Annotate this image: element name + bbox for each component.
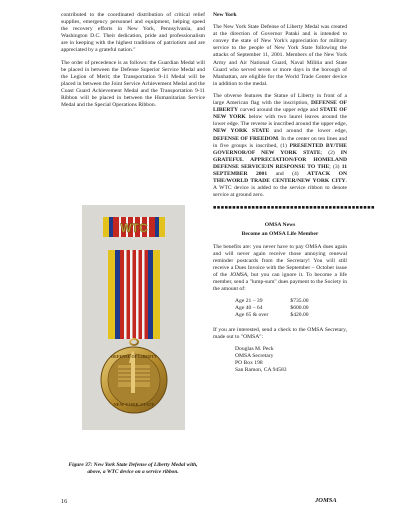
- news-subtitle: Become an OMSA Life Member: [241, 230, 319, 237]
- news-title: OMSA News: [264, 222, 296, 229]
- wtc-device: WTC: [120, 221, 148, 235]
- left-paragraph-1: contributed to the coordinated distribution of critical relief supplies, emergency personnel and equipment, helping speed the recovery efforts in New York, Pennsylvania, and Washington D.C. Their dedication, pride and professionalism are in keeping with the highest traditions of patriotism and are appreciated by a grateful nation.": [61, 12, 205, 54]
- dues-table: [235, 298, 309, 319]
- news-paragraph-1: The benefits are: you never have to pay OMSA dues again and will never again receive those annoying renewal reminder postcards from the Secretary! You will still receive a Dues Invoice with the September – October issue of the JOMSA, but you can ignore it. To become a life member, send a "lump-sum" dues payment to the Society in the amount of:: [213, 243, 347, 293]
- news-paragraph-2: If you are interested, send a check to the OMSA Secretary, made out to "OMSA":: [213, 326, 347, 340]
- table-row: Age 65 & over $420.00: [235, 312, 309, 319]
- address-line: OMSA Secretary: [235, 352, 274, 359]
- medal-illustration: [82, 205, 185, 430]
- secretary-address: [235, 346, 347, 374]
- address-line: San Ramon, CA 94583: [235, 367, 287, 374]
- table-row: Age 40 – 64 $600.00: [235, 305, 309, 312]
- left-column: [61, 12, 205, 114]
- right-paragraph-2: The obverse features the Statue of Liberty in front of a large American flag with the inscription, DEFENSE OF LIBERTY curved around the upper edge and STATE OF NEW YORK below with two laurel leaves around the lower edge. The reverse is inscribed around the upper edge, NEW YORK STATE and around the lower edge, DEFENSE OF FREEDOM. In the center on ten lines and in five groups is inscribed, (1) PRESENTED BY/THE GOVERNOR/OF NEW YORK STATE; (2) IN GRATEFUL APPRECIATION/FOR HOMELAND DEFENSE SERVICE/IN RESPONSE TO THE; (3) 11 SEPTEMBER 2001 and (4) ATTACK ON THE/WORLD TRADE CENTER/NEW YORK CITY. A WTC device is added to the service ribbon to denote service at ground zero.: [213, 92, 348, 199]
- page-number: 16: [61, 498, 68, 505]
- left-paragraph-2: The order of precedence is as follows: the Guardian Medal will be placed in between the Defense Superior Service Medal and the Legion of Merit; the Transportation 9-11 Medal will be placed in between the Joint Service Achievement Medal and the Coast Guard Achievement Medal and the Transportation 9-11 Ribbon will be placed in between the Humanitarian Service Medal and the Special Operations Ribbon.: [61, 59, 205, 109]
- address-line: Douglas M. Peck: [235, 345, 274, 352]
- medal-disc: [101, 347, 167, 413]
- figure-caption: Figure 37: New York State Defense of Liberty Medal with, above, a WTC device on a service ribbon.: [68, 462, 198, 475]
- medal-top-text: DEFENSE OF LIBERTY: [111, 354, 157, 359]
- medal-bottom-text: NEW YORK STATE: [113, 402, 155, 407]
- section-separator: ■■■■■■■■■■■■■■■■■■■■■■■■■■■■■■■■■■■■■■■■■■: [213, 205, 375, 212]
- section-heading: New York: [213, 12, 237, 18]
- address-line: PO Box 198: [235, 359, 263, 366]
- medal-photo: [82, 205, 185, 430]
- right-paragraph-1: The New York State Defense of Liberty Medal was created at the direction of Governor Pataki and is intended to convey the state of New York's appreciation for military service to the people of New York State following the attacks of September 11, 2001. Members of the New York Army and Air National Guard, Naval Militia and State Guard who served seven or more days in the borough of Manhattan, are eligible for the World Trade Center device in addition to the medal.: [213, 24, 347, 87]
- suspension-ribbon: [108, 250, 160, 339]
- table-row: Age 21 – 39 $735.00: [235, 298, 309, 305]
- publication-name: JOMSA: [315, 497, 337, 504]
- right-column: [213, 12, 375, 374]
